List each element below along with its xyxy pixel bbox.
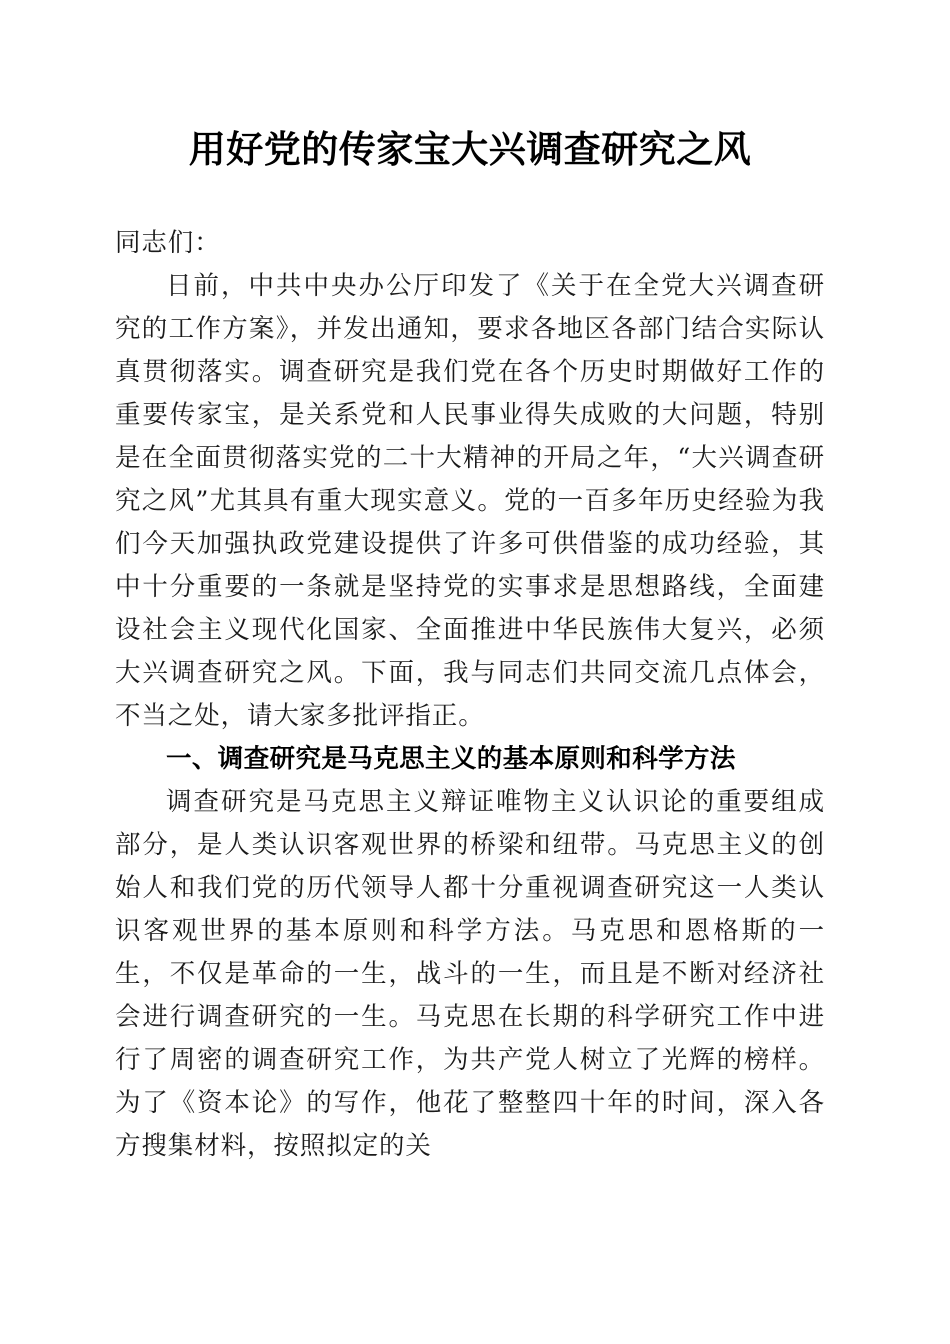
- paragraph-opening: 日前，中共中央办公厅印发了《关于在全党大兴调查研究的工作方案》，并发出通知，要求各地区各部门结合实际认真贯彻落实。调查研究是我们党在各个历史时期做好工作的重要传家宝，是关系党和人民事业得失成败的大问题，特别是在全面贯彻落实党的二十大精神的开局之年，“大兴调查研究之风”尤其具有重大现实意义。党的一百多年历史经验为我们今天加强执政党建设提供了许多可供借鉴的成功经验，其中十分重要的一条就是坚持党的实事求是思想路线，全面建设社会主义现代化国家、全面推进中华民族伟大复兴，必须大兴调查研究之风。下面，我与同志们共同交流几点体会，不当之处，请大家多批评指正。: [115, 271, 825, 731]
- document-body: [115, 222, 825, 1168]
- salutation-line: 同志们：: [115, 228, 221, 258]
- section-heading-1: 一、调查研究是马克思主义的基本原则和科学方法: [166, 744, 736, 774]
- section-1-paragraph: 调查研究是马克思主义辩证唯物主义认识论的重要组成部分，是人类认识客观世界的桥梁和纽带。马克思主义的创始人和我们党的历代领导人都十分重视调查研究这一人类认识客观世界的基本原则和科学方法。马克思和恩格斯的一生，不仅是革命的一生，战斗的一生，而且是不断对经济社会进行调查研究的一生。马克思在长期的科学研究工作中进行了周密的调查研究工作，为共产党人树立了光辉的榜样。为了《资本论》的写作，他花了整整四十年的时间，深入各方搜集材料，按照拟定的关: [115, 787, 825, 1161]
- page-title: 用好党的传家宝大兴调查研究之风: [188, 127, 752, 171]
